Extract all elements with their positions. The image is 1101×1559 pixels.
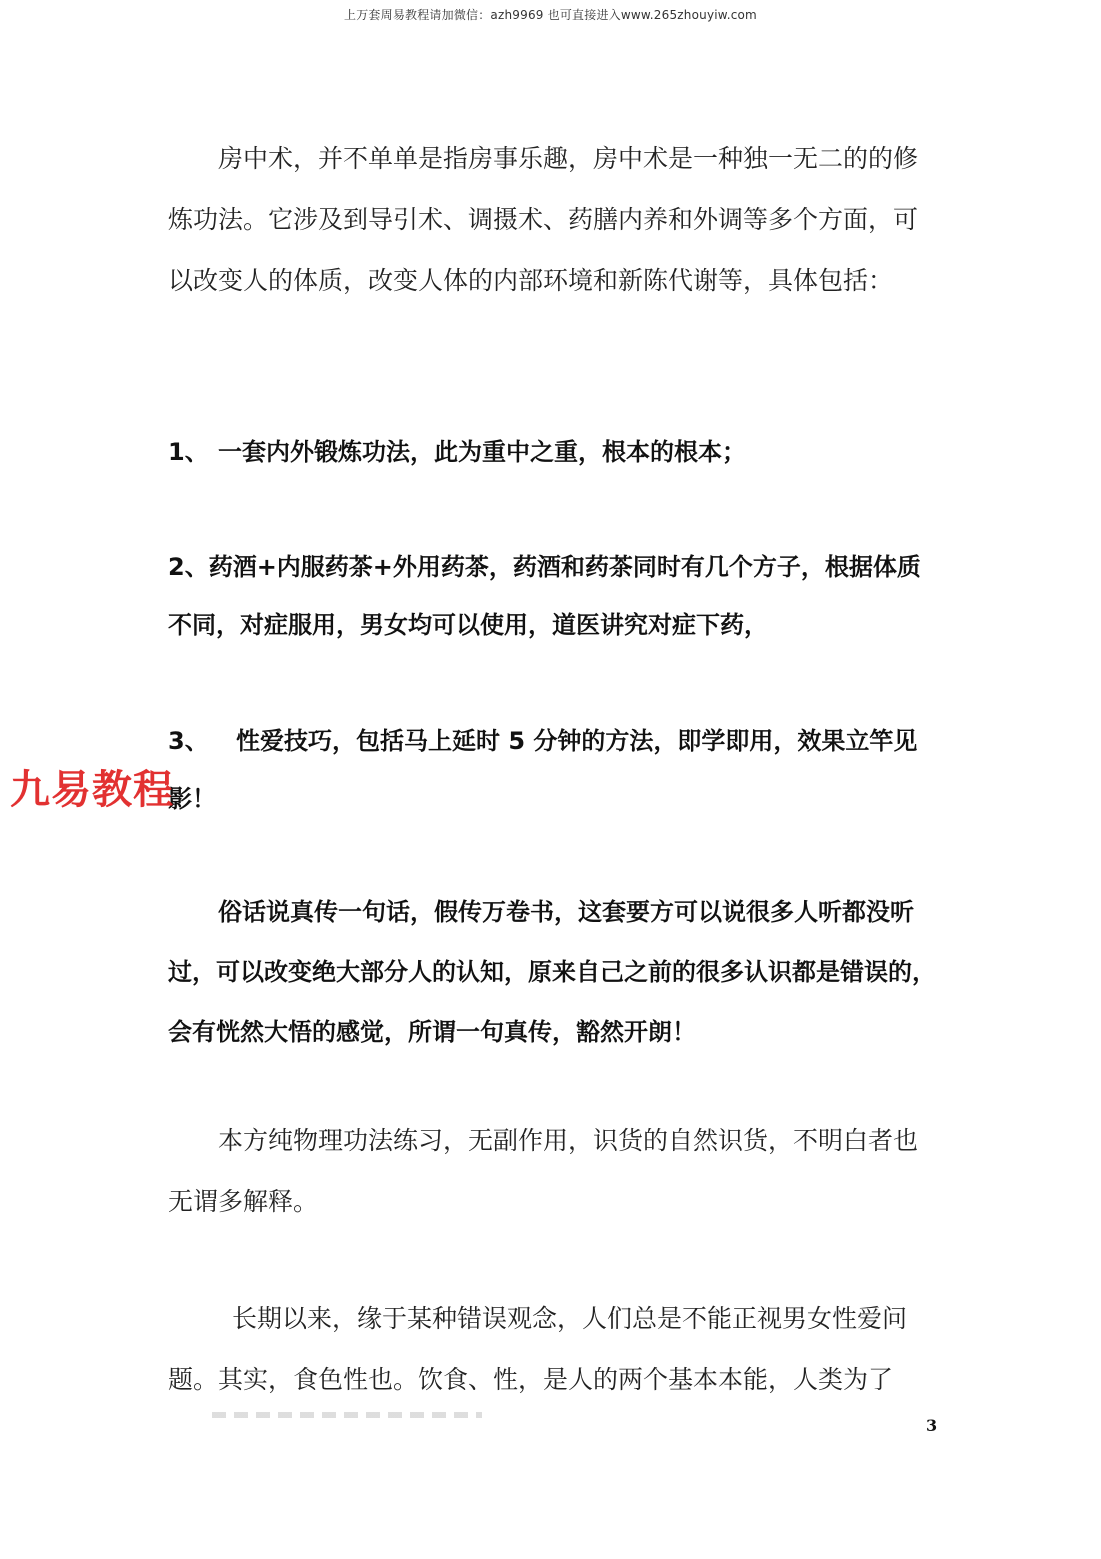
list-item-1: [168, 423, 938, 481]
cut-off-text-line: [212, 1412, 482, 1418]
history-paragraph: 长期以来，缘于某种错误观念，人们总是不能正视男女性爱问题。其实，食色性也。饮食、性，是人的两个基本本能，人类为了: [168, 1304, 908, 1394]
page-number: 3: [926, 1416, 938, 1435]
list-number: 2、: [168, 553, 209, 581]
header-banner: 上万套周易教程请加微信：azh9969 也可直接进入www.265zhouyiw.com: [344, 8, 757, 22]
list-text: 药酒+内服药茶+外用药茶，药酒和药茶同时有几个方子，根据体质不同，对症服用，男女均可以使用，道医讲究对症下药，: [168, 553, 921, 639]
intro-paragraph: 房中术，并不单单是指房事乐趣，房中术是一种独一无二的的修炼功法。它涉及到导引术、调摄术、药膳内养和外调等多个方面，可以改变人的体质，改变人体的内部环境和新陈代谢等，具体包括：: [168, 144, 919, 295]
method-paragraph: 本方纯物理功法练习，无副作用，识货的自然识货，不明白者也无谓多解释。: [168, 1126, 919, 1216]
list-item-2: [168, 538, 938, 654]
proverb-paragraph: 俗话说真传一句话，假传万卷书，这套要方可以说很多人听都没听过，可以改变绝大部分人的认知，原来自己之前的很多认识都是错误的，会有恍然大悟的感觉，所谓一句真传，豁然开朗！: [168, 898, 936, 1046]
list-number: 3、: [168, 727, 209, 755]
list-number: 1、: [168, 438, 209, 466]
list-text: 性爱技巧，包括马上延时 5 分钟的方法，即学即用，效果立竿见影！: [168, 727, 918, 813]
brand-watermark-logo: 九易教程: [10, 767, 174, 813]
list-text: 一套内外锻炼功法，此为重中之重，根本的根本；: [218, 438, 746, 466]
list-item-3: [168, 712, 938, 828]
